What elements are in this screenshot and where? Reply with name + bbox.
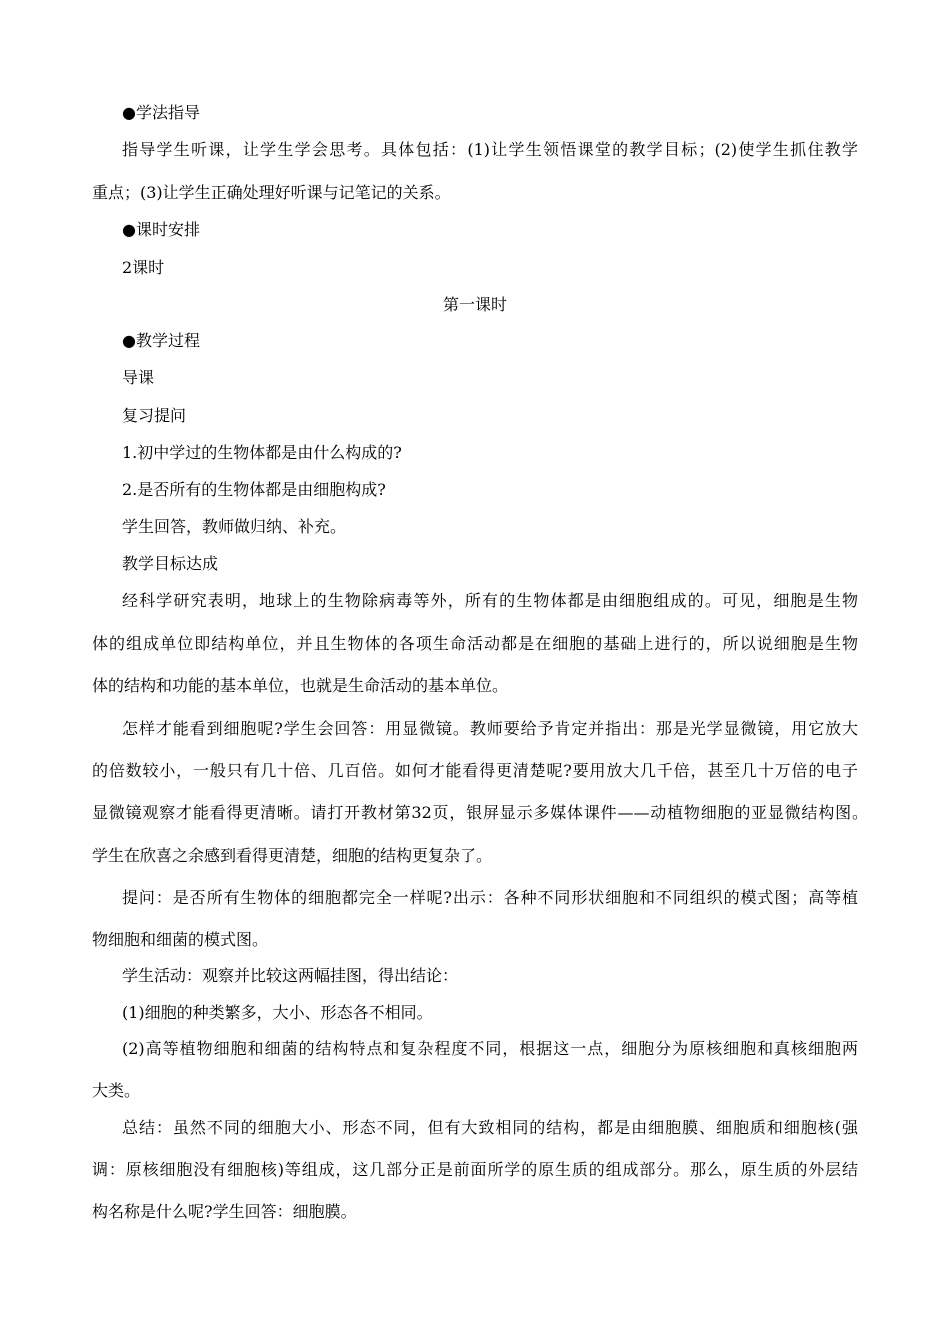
conclusion-2-line-2: 大类。 xyxy=(92,1081,141,1100)
paragraph-2-line-2: 的倍数较小，一般只有几十倍、几百倍。如何才能看得更清楚呢?要用放大几千倍，甚至几十万倍的电子 xyxy=(92,761,858,780)
paragraph-1-line-3: 体的结构和功能的基本单位，也就是生命活动的基本单位。 xyxy=(92,676,509,695)
summary-line-2: 调：原核细胞没有细胞核)等组成，这几部分正是前面所学的原生质的组成部分。那么，原生质的外层结 xyxy=(92,1160,858,1179)
subheading-review: 复习提问 xyxy=(122,406,187,425)
paragraph-1-line-2: 体的组成单位即结构单位，并且生物体的各项生命活动都是在细胞的基础上进行的，所以说细胞是生物 xyxy=(92,634,858,653)
student-answer: 学生回答，教师做归纳、补充。 xyxy=(122,517,347,536)
paragraph-2-line-1: 怎样才能看到细胞呢?学生会回答：用显微镜。教师要给予肯定并指出：那是光学显微镜，用它放大 xyxy=(122,719,858,738)
paragraph-3-line-1: 提问：是否所有生物体的细胞都完全一样呢?出示：各种不同形状细胞和不同组织的模式图；高等植 xyxy=(122,888,858,907)
paragraph-study-method-line-2: 重点；(3)让学生正确处理好听课与记笔记的关系。 xyxy=(92,183,451,202)
summary-line-1: 总结：虽然不同的细胞大小、形态不同，但有大致相同的结构，都是由细胞膜、细胞质和细胞核(强 xyxy=(122,1118,858,1137)
subheading-introduction: 导课 xyxy=(122,368,155,387)
question-2: 2.是否所有的生物体都是由细胞构成? xyxy=(122,480,386,499)
paragraph-schedule: 2课时 xyxy=(122,258,165,277)
heading-teaching-process: ●教学过程 xyxy=(122,331,200,350)
paragraph-student-activity: 学生活动：观察并比较这两幅挂图，得出结论： xyxy=(122,966,459,985)
paragraph-1-line-1: 经科学研究表明，地球上的生物除病毒等外，所有的生物体都是由细胞组成的。可见，细胞是生物 xyxy=(122,591,858,610)
paragraph-2-line-3: 显微镜观察才能看得更清晰。请打开教材第32页，银屏显示多媒体课件——动植物细胞的亚显微结构图。 xyxy=(92,803,868,822)
subheading-objectives: 教学目标达成 xyxy=(122,554,219,573)
question-1: 1.初中学过的生物体都是由什么构成的? xyxy=(122,443,402,462)
conclusion-1: (1)细胞的种类繁多，大小、形态各不相同。 xyxy=(122,1003,433,1022)
paragraph-2-line-4: 学生在欣喜之余感到看得更清楚，细胞的结构更复杂了。 xyxy=(92,846,493,865)
paragraph-3-line-2: 物细胞和细菌的模式图。 xyxy=(92,930,269,949)
paragraph-study-method-line-1: 指导学生听课，让学生学会思考。具体包括：(1)让学生领悟课堂的教学目标；(2)使学生抓住教学 xyxy=(122,140,858,159)
heading-study-method: ●学法指导 xyxy=(122,103,200,122)
heading-schedule: ●课时安排 xyxy=(122,220,200,239)
lesson-title: 第一课时 xyxy=(442,295,507,314)
conclusion-2-line-1: (2)高等植物细胞和细菌的结构特点和复杂程度不同，根据这一点，细胞分为原核细胞和真核细胞两 xyxy=(122,1039,858,1058)
summary-line-3: 构名称是什么呢?学生回答：细胞膜。 xyxy=(92,1202,357,1221)
